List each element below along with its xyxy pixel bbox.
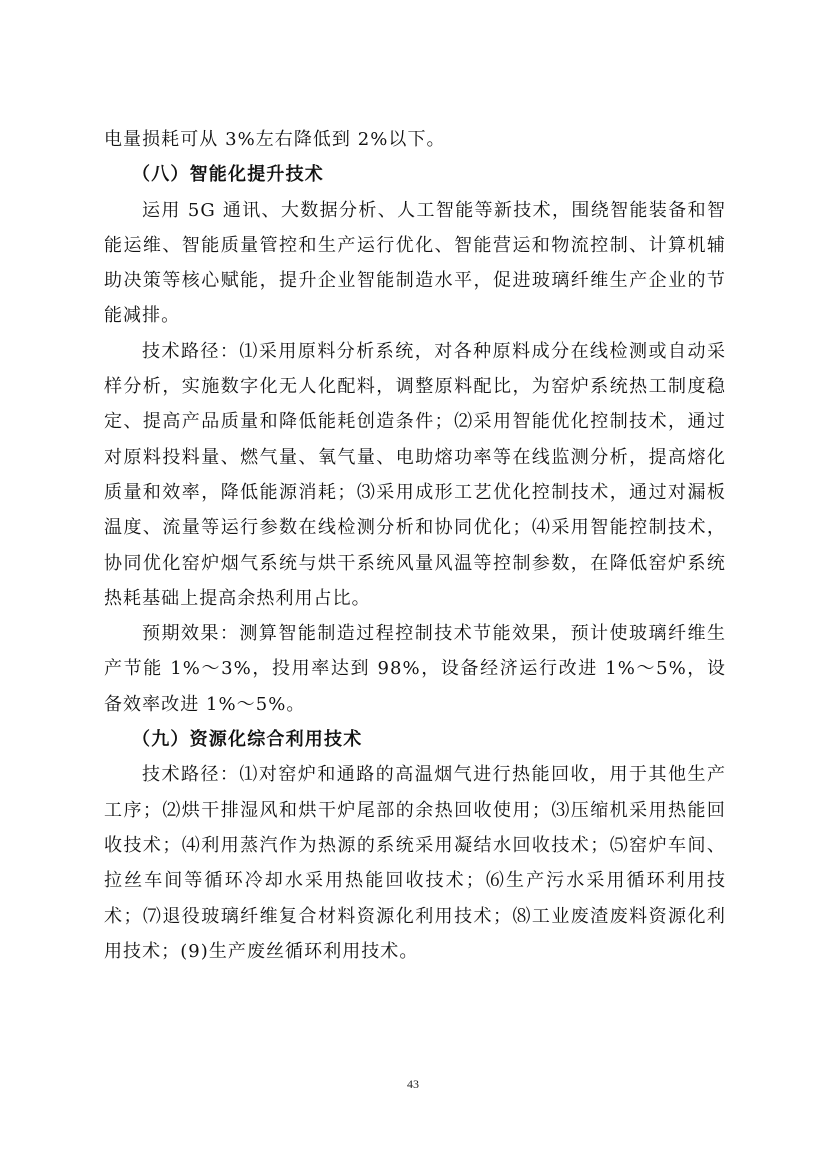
page-content	[104, 122, 726, 969]
page-number: 43	[407, 1077, 419, 1091]
body-paragraph: 运用 5G 通讯、大数据分析、人工智能等新技术，围绕智能装备和智能运维、智能质量管控和生产运行优化、智能营运和物流控制、计算机辅助决策等核心赋能，提升企业智能制造水平，促进玻璃纤维生产企业的节能减排。	[104, 199, 726, 327]
section-heading: （八）智能化提升技术	[132, 164, 324, 186]
section-heading: （九）资源化综合利用技术	[132, 729, 363, 751]
body-paragraph: 预期效果：测算智能制造过程控制技术节能效果，预计使玻璃纤维生产节能 1%～3%，投用率达到 98%，设备经济运行改进 1%～5%，设备效率改进 1%～5%。	[104, 623, 726, 715]
body-paragraph: 电量损耗可从 3%左右降低到 2%以下。	[104, 129, 446, 150]
body-paragraph: 技术路径：⑴采用原料分析系统，对各种原料成分在线检测或自动采样分析，实施数字化无人化配料，调整原料配比，为窑炉系统热工制度稳定、提高产品质量和降低能耗创造条件；⑵采用智能优化控制技术，通过对原料投料量、燃气量、氧气量、电助熔功率等在线监测分析，提高熔化质量和效率，降低能源消耗；⑶采用成形工艺优化控制技术，通过对漏板温度、流量等运行参数在线检测分析和协同优化；⑷采用智能控制技术，协同优化窑炉烟气系统与烘干系统风量风温等控制参数，在降低窑炉系统热耗基础上提高余热利用占比。	[104, 340, 726, 609]
body-paragraph: 技术路径：⑴对窑炉和通路的高温烟气进行热能回收，用于其他生产工序；⑵烘干排湿风和烘干炉尾部的余热回收使用；⑶压缩机采用热能回收技术；⑷利用蒸汽作为热源的系统采用凝结水回收技术；⑸窑炉车间、拉丝车间等循环冷却水采用热能回收技术；⑹生产污水采用循环利用技术；⑺退役玻璃纤维复合材料资源化利用技术；⑻工业废渣废料资源化利用技术；(9)生产废丝循环利用技术。	[104, 764, 726, 962]
